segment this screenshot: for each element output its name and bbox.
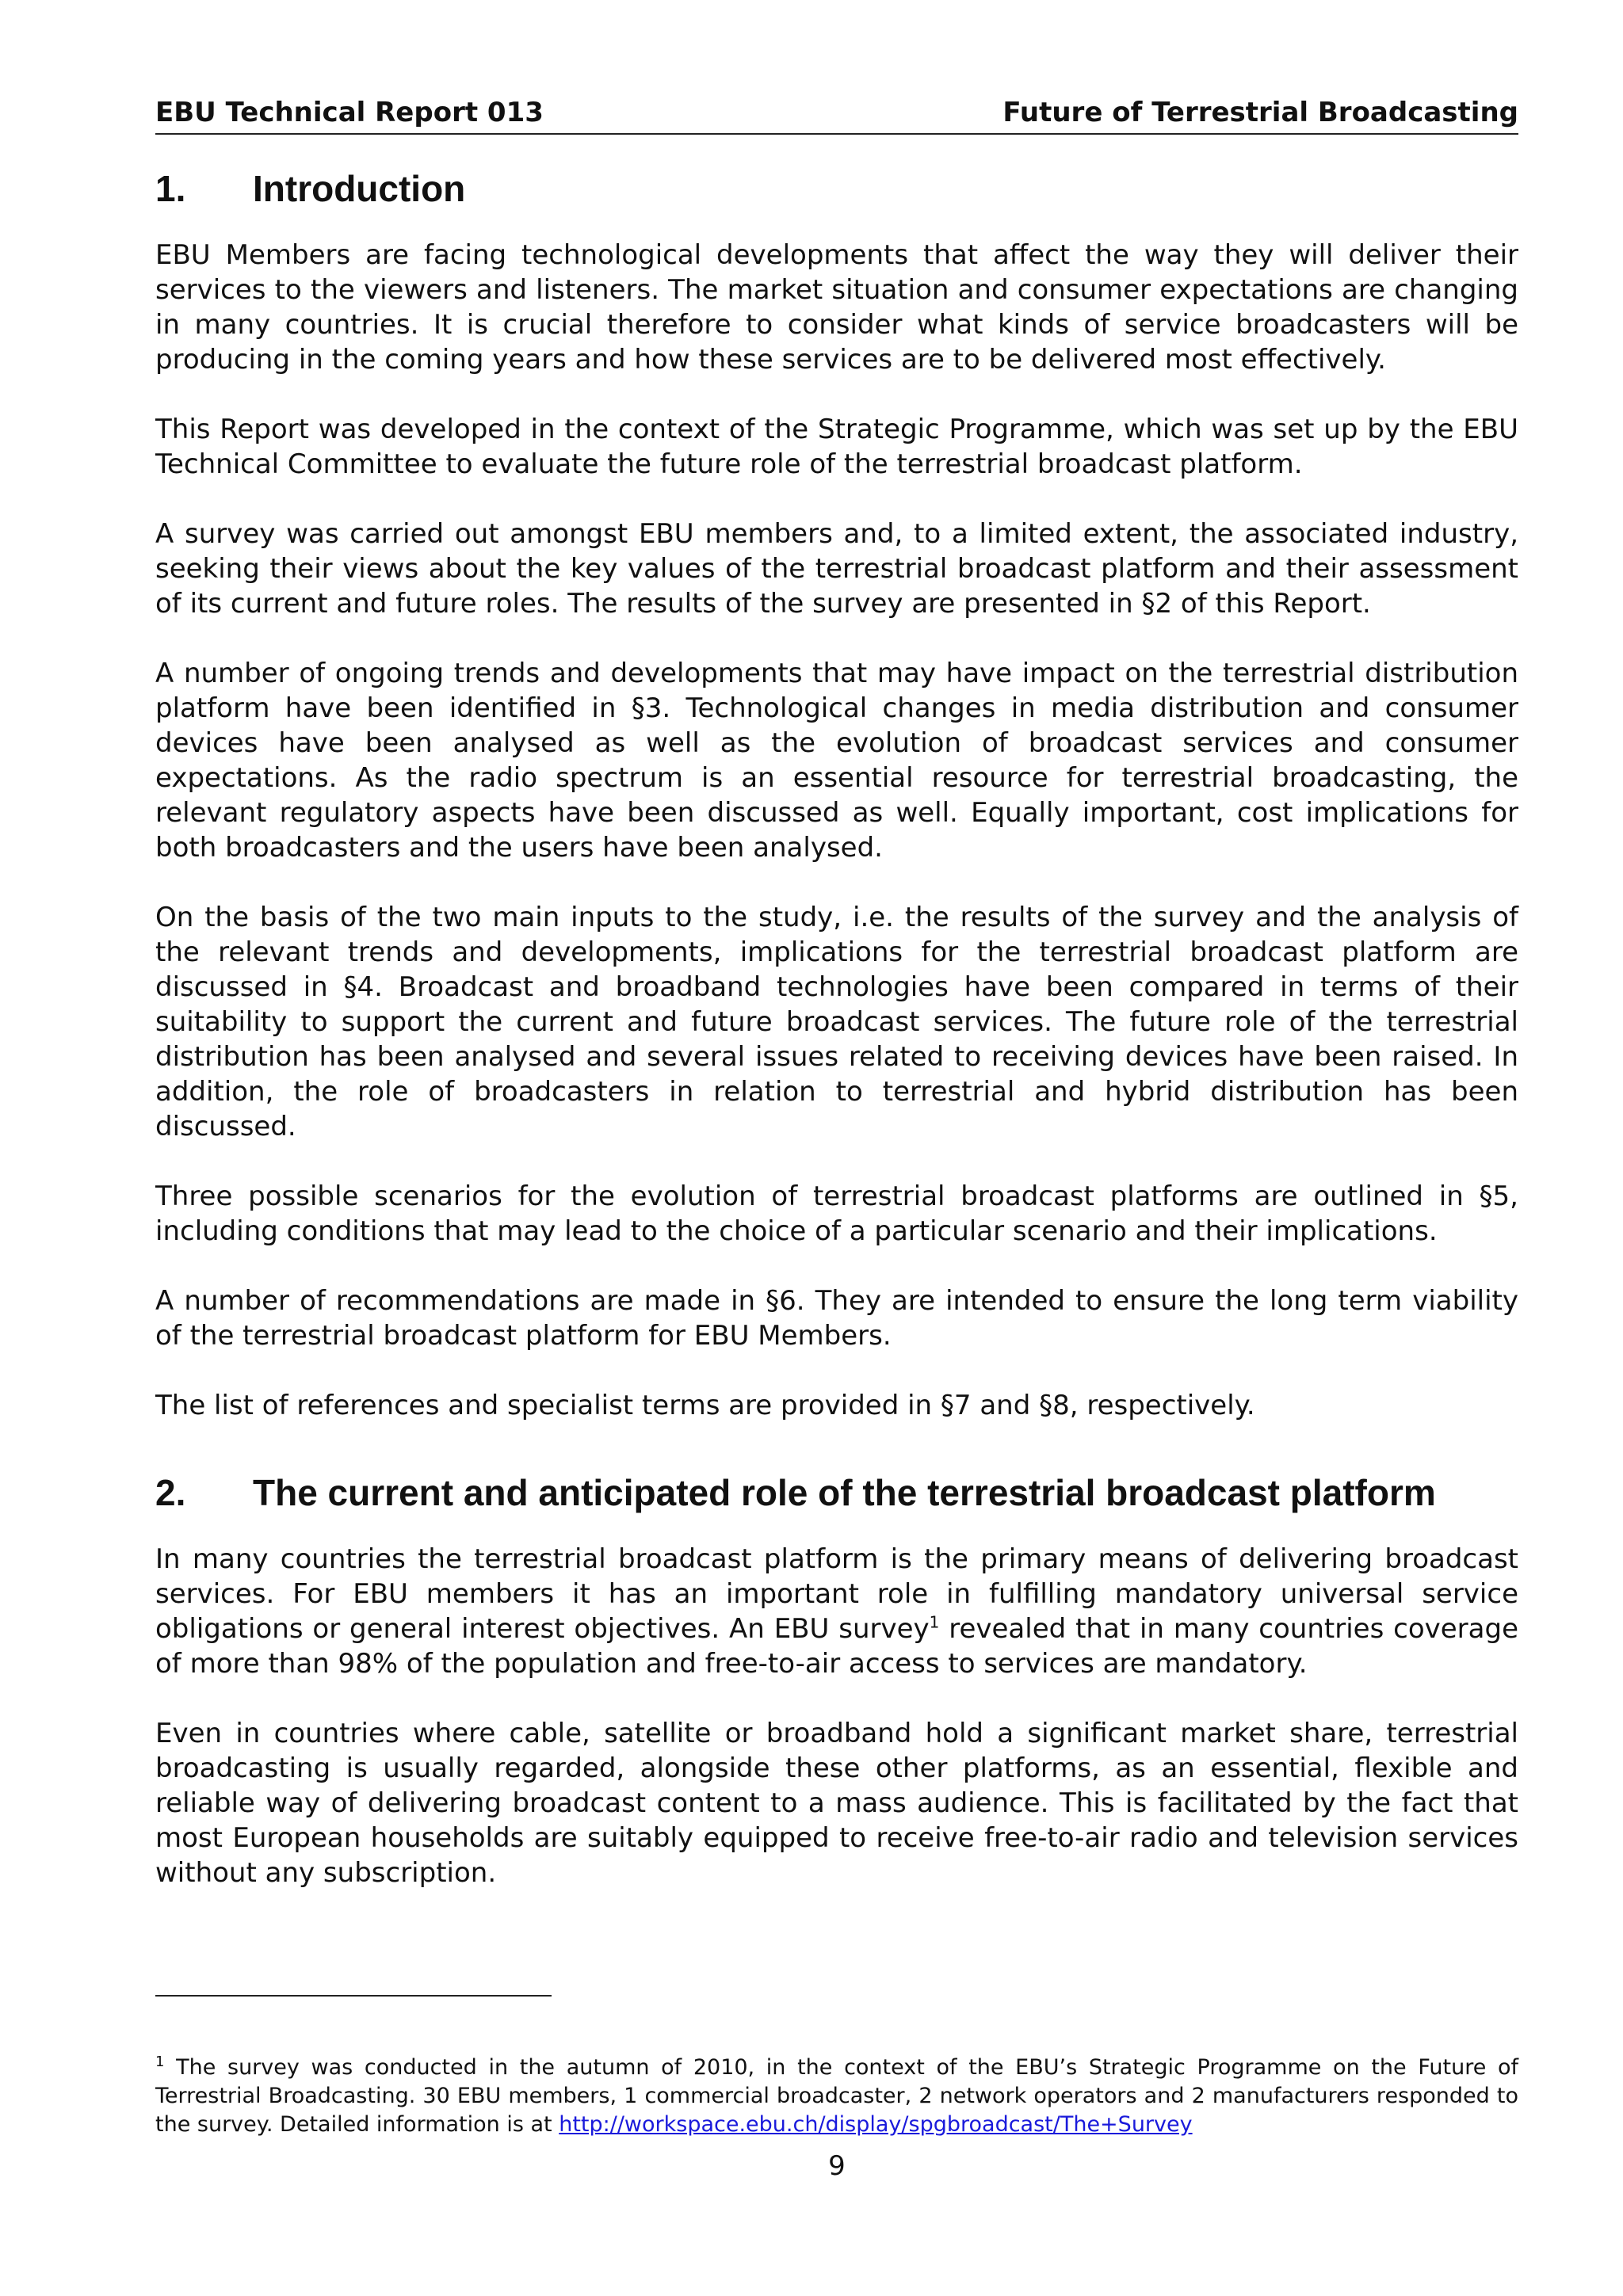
paragraph: Three possible scenarios for the evolution of terrestrial broadcast platforms are outlined in §5, including conditions that may lead to the choice of a particular scenario and their implications. (155, 1180, 1518, 1247)
paragraph: A number of ongoing trends and developments that may have impact on the terrestrial distribution platform have been identified in §3. Technological changes in media distribution and consumer devices have been analysed as well as the evolution of broadcast services and consumer expectations. As the radio spectrum is an essential resource for terrestrial broadcasting, the relevant regulatory aspects have been discussed as well. Equally important, cost implications for both broadcasters and the users have been analysed. (155, 658, 1518, 864)
section-2-number: 2. (155, 1472, 186, 1513)
footnote-text: The survey was conducted in the autumn of 2010, in the context of the EBU’s Strategic Programme on the Future of Terrestrial Broadcasting. 30 EBU members, 1 commercial broadcaster, 2 network operators and 2 manufacturers responded to the survey. Detailed information is at (155, 2055, 1518, 2137)
section-2-title: The current and anticipated role of the terrestrial broadcast platform (253, 1472, 1436, 1513)
page-number: 9 (828, 2150, 846, 2182)
paragraph-text: In many countries the terrestrial broadcast platform is the primary means of delivering broadcast services. For EBU members it has an important role in fulfilling mandatory universal service obligations or general interest objectives. An EBU survey (155, 1543, 1518, 1645)
section-2-heading (155, 1470, 1518, 1515)
footnote-reference[interactable]: 1 (929, 1612, 940, 1632)
paragraph (155, 1542, 1518, 1681)
footnote-marker: 1 (155, 2054, 165, 2070)
document-page (155, 95, 1518, 2266)
paragraph: A number of recommendations are made in §6. They are intended to ensure the long term viability of the terrestrial broadcast platform for EBU Members. (155, 1285, 1518, 1352)
footnote-separator (155, 1995, 552, 1997)
paragraph: On the basis of the two main inputs to the study, i.e. the results of the survey and the analysis of the relevant trends and developments, implications for the terrestrial broadcast platform are discussed in §4. Broadcast and broadband technologies have been compared in terms of their suitability to support the current and future broadcast services. The future role of the terrestrial distribution has been analysed and several issues related to receiving devices have been raised. In addition, the role of broadcasters in relation to terrestrial and hybrid distribution has been discussed. (155, 902, 1518, 1142)
paragraph: The list of references and specialist terms are provided in §7 and §8, respectively. (155, 1390, 1255, 1421)
paragraph: Even in countries where cable, satellite or broadband hold a significant market share, terrestrial broadcasting is usually regarded, alongside these other platforms, as an essential, flexible and reliable way of delivering broadcast content to a mass audience. This is facilitated by the fact that most European households are suitably equipped to receive free-to-air radio and television services without any subscription. (155, 1718, 1518, 1889)
paragraph-text: revealed that in many countries coverage of more than 98% of the population and free-to-air access to services are mandatory. (155, 1613, 1518, 1680)
section-1-number: 1. (155, 168, 186, 209)
header-document-title: Future of Terrestrial Broadcasting (1002, 97, 1518, 128)
header-report-title: EBU Technical Report 013 (155, 97, 544, 128)
footnote (155, 2054, 1518, 2139)
section-1-title: Introduction (253, 168, 466, 209)
paragraph: EBU Members are facing technological developments that affect the way they will deliver their services to the viewers and listeners. The market situation and consumer expectations are changing in many countries. It is crucial therefore to consider what kinds of service broadcasters will be producing in the coming years and how these services are to be delivered most effectively. (155, 239, 1518, 376)
survey-link[interactable]: http://workspace.ebu.ch/display/spgbroadcast/The+Survey (559, 2112, 1193, 2137)
paragraph: This Report was developed in the context of the Strategic Programme, which was set up by the EBU Technical Committee to evaluate the future role of the terrestrial broadcast platform. (155, 414, 1518, 480)
section-1-heading (155, 166, 1518, 211)
running-header (155, 95, 1518, 135)
paragraph: A survey was carried out amongst EBU members and, to a limited extent, the associated industry, seeking their views about the key values of the terrestrial broadcast platform and their assessment of its current and future roles. The results of the survey are presented in §2 of this Report. (155, 518, 1518, 620)
